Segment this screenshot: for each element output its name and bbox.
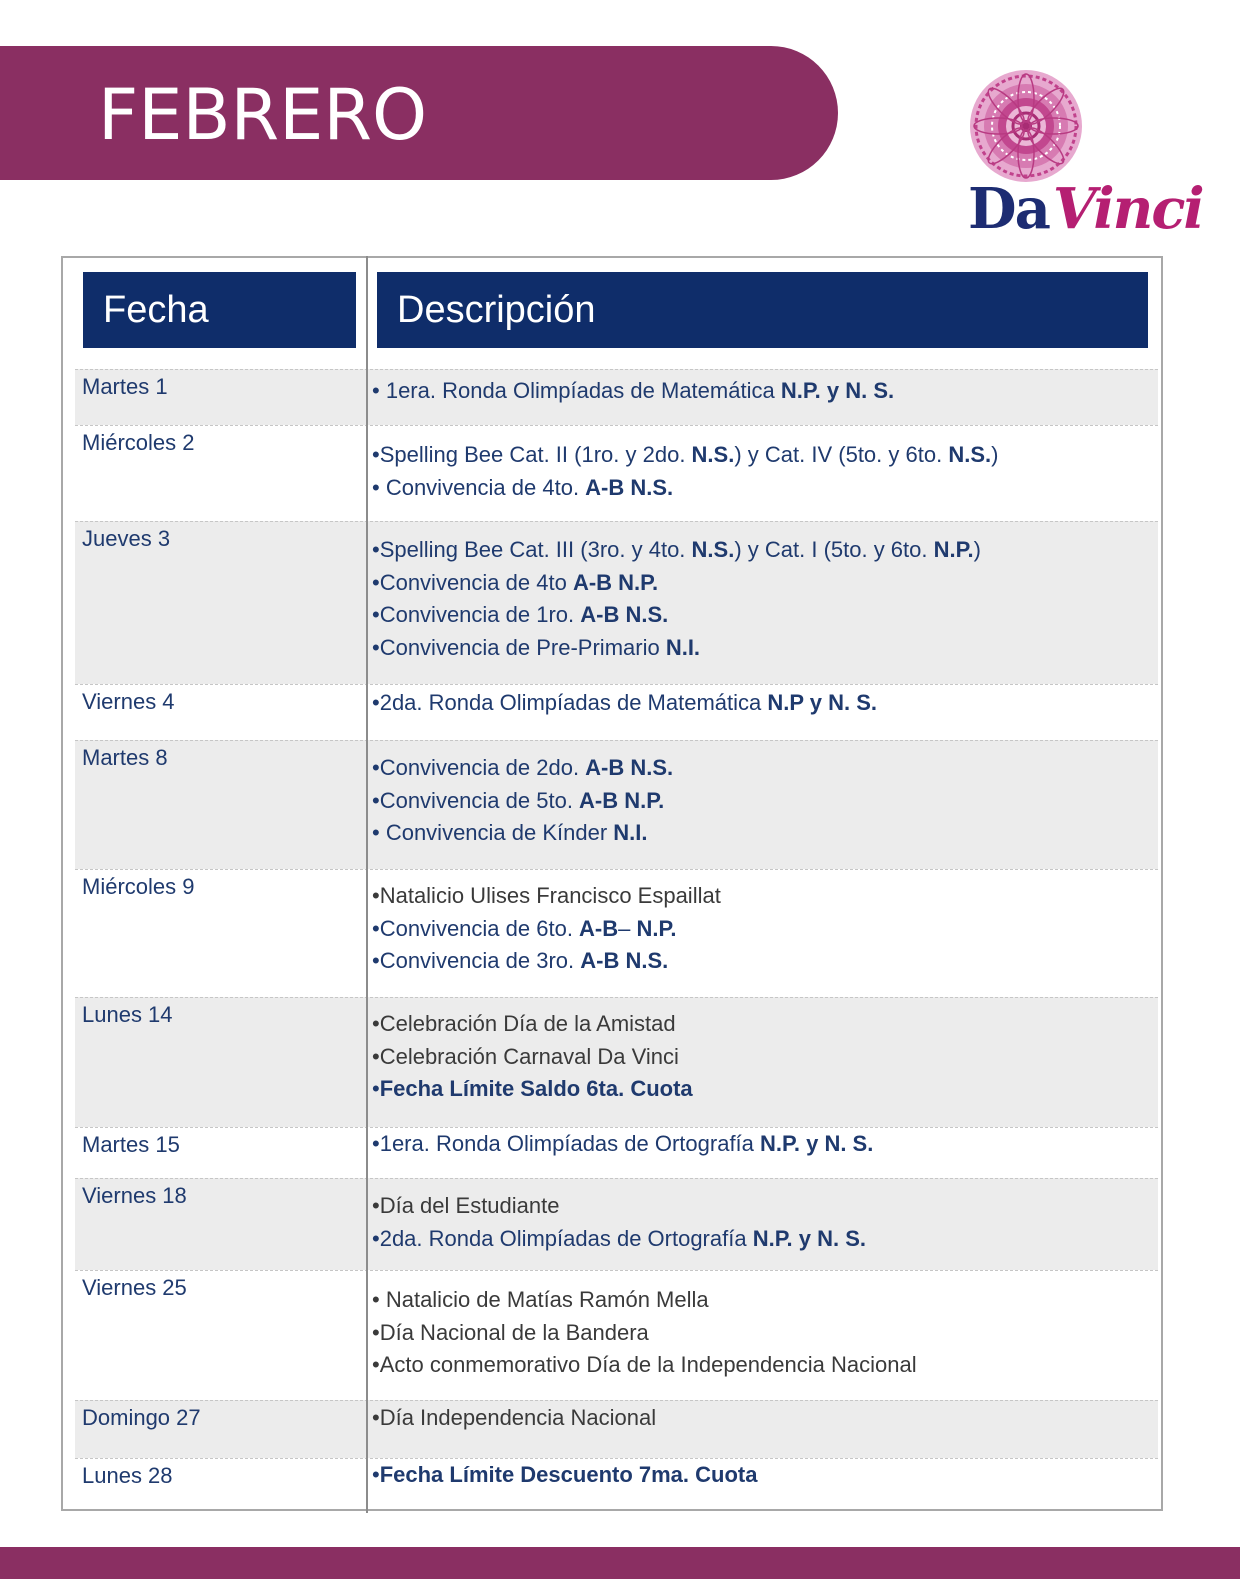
item-text: 2da. Ronda Olimpíadas de Matemática: [379, 690, 768, 715]
bullet: •: [372, 1352, 380, 1377]
item-text: Spelling Bee Cat. III (3ro. y 4to.: [379, 537, 692, 562]
bullet: •: [372, 1287, 386, 1312]
table-row: [75, 1127, 1158, 1178]
table-row: [75, 521, 1158, 684]
logo-da: Da: [968, 176, 1049, 242]
page-title: FEBRERO: [98, 74, 428, 156]
row-description: [372, 375, 1152, 408]
list-item: [372, 880, 1152, 913]
row-description: [372, 534, 1152, 664]
item-bold: A-B N.P.: [572, 569, 659, 595]
item-text: Celebración Carnaval Da Vinci: [379, 1043, 679, 1069]
mandala-icon: [968, 66, 1192, 186]
item-bold: A-B N.S.: [580, 948, 669, 973]
item-text: 1era. Ronda Olimpíadas de Matemática: [385, 378, 781, 403]
row-description: [372, 1008, 1152, 1106]
row-description: [372, 1459, 1152, 1492]
item-bold: N.I.: [613, 820, 648, 845]
item-bold: A-B: [579, 915, 619, 941]
item-bold: A-B N.P.: [579, 787, 665, 813]
table-row: [75, 1400, 1158, 1458]
bullet: •: [372, 474, 386, 500]
item-text: Convivencia de 5to.: [379, 787, 580, 813]
bullet: •: [372, 915, 380, 941]
table-row: [75, 740, 1158, 869]
item-text: Convivencia de 3ro.: [379, 948, 581, 973]
item-text: Convivencia de 2do.: [379, 755, 586, 780]
item-text: Convivencia de 6to.: [379, 915, 580, 941]
row-date: Domingo 27: [82, 1405, 201, 1430]
column-header-date: Fecha: [83, 272, 356, 348]
list-item: [372, 785, 1152, 818]
item-bold: N.S.: [948, 442, 992, 467]
list-item: [372, 599, 1152, 632]
bullet: •: [372, 1462, 380, 1487]
row-date: Lunes 28: [82, 1463, 173, 1488]
row-date: Viernes 18: [82, 1183, 187, 1208]
row-date: Martes 8: [82, 745, 168, 770]
bullet: •: [372, 1193, 380, 1218]
table-row: [75, 684, 1158, 740]
row-date: Martes 15: [82, 1132, 180, 1157]
bullet: •: [372, 820, 386, 845]
item-text: Celebración Día de la Amistad: [379, 1011, 676, 1036]
item-text: Natalicio de Matías Ramón Mella: [385, 1287, 709, 1312]
item-text: Día del Estudiante: [379, 1193, 560, 1218]
bullet: •: [372, 1043, 380, 1069]
list-item: [372, 1008, 1152, 1041]
table-row: [75, 425, 1158, 521]
item-text: Convivencia de 4to.: [385, 474, 586, 500]
list-item: [372, 472, 1152, 505]
item-bold: Fecha Límite Saldo 6ta. Cuota: [379, 1076, 693, 1101]
row-date: Miércoles 2: [82, 430, 195, 455]
table-row: [75, 369, 1158, 425]
item-bold: N.S.: [691, 442, 735, 467]
item-text: Día Independencia Nacional: [379, 1405, 657, 1430]
column-header-description: Descripción: [377, 272, 1148, 348]
item-bold: N.P y N. S.: [767, 690, 877, 715]
list-item: [372, 687, 1152, 720]
item-bold: A-B N.S.: [580, 602, 669, 627]
bullet: •: [372, 1011, 380, 1036]
bullet: •: [372, 755, 380, 780]
item-bold: N.P. y N. S.: [760, 1131, 874, 1156]
bullet: •: [372, 378, 386, 403]
bullet: •: [372, 883, 380, 908]
row-date: Jueves 3: [82, 526, 171, 551]
item-text: 2da. Ronda Olimpíadas de Ortografía: [379, 1225, 753, 1251]
row-date: Viernes 25: [82, 1275, 187, 1300]
row-description: [372, 687, 1152, 720]
item-bold: N.P. y N. S.: [752, 1225, 867, 1251]
logo-vinci: Vinci: [1052, 176, 1203, 242]
list-item: [372, 752, 1152, 785]
item-bold: N.P.: [636, 915, 677, 941]
row-description: [372, 1284, 1152, 1382]
table-row: [75, 1270, 1158, 1400]
bullet: •: [372, 1405, 380, 1430]
list-item: [372, 817, 1152, 850]
list-item: [372, 1317, 1152, 1350]
list-item: [372, 1349, 1152, 1382]
item-bold: N.P. y N. S.: [780, 378, 895, 403]
item-text: ) y Cat. IV (5to. y 6to.: [734, 442, 949, 467]
table-row: [75, 997, 1158, 1127]
item-text: –: [618, 915, 637, 941]
list-item: [372, 1128, 1152, 1161]
list-item: [372, 1223, 1152, 1256]
bullet: •: [372, 569, 380, 595]
list-item: [372, 439, 1152, 472]
row-description: [372, 439, 1152, 504]
bullet: •: [372, 442, 380, 467]
item-text: ): [973, 537, 981, 562]
item-text: ): [991, 442, 999, 467]
row-date: Martes 1: [82, 374, 168, 399]
bullet: •: [372, 787, 380, 813]
item-text: Natalicio Ulises Francisco Espaillat: [379, 883, 721, 908]
footer-bar: [0, 1547, 1240, 1579]
row-description: [372, 752, 1152, 850]
list-item: [372, 534, 1152, 567]
list-item: [372, 913, 1152, 946]
item-text: Spelling Bee Cat. II (1ro. y 2do.: [379, 442, 692, 467]
item-bold: N.I.: [665, 634, 701, 660]
table-row: [75, 1178, 1158, 1270]
list-item: [372, 945, 1152, 978]
item-text: Acto conmemorativo Día de la Independencia Nacional: [379, 1352, 917, 1377]
list-item: [372, 1459, 1152, 1492]
item-text: Convivencia de 4to: [379, 569, 573, 595]
logo-wordmark: [968, 174, 1203, 244]
column-divider: [366, 256, 368, 1513]
row-date: Viernes 4: [82, 689, 175, 714]
item-bold: Fecha Límite Descuento 7ma. Cuota: [379, 1462, 758, 1487]
bullet: •: [372, 1076, 380, 1101]
bullet: •: [372, 1131, 380, 1156]
row-description: [372, 1128, 1152, 1161]
bullet: •: [372, 537, 380, 562]
list-item: [372, 1284, 1152, 1317]
row-description: [372, 880, 1152, 978]
bullet: •: [372, 948, 380, 973]
item-text: Convivencia de Kínder: [385, 820, 614, 845]
item-text: 1era. Ronda Olimpíadas de Ortografía: [379, 1131, 761, 1156]
bullet: •: [372, 634, 380, 660]
bullet: •: [372, 1319, 380, 1345]
bullet: •: [372, 1225, 380, 1251]
item-text: ) y Cat. I (5to. y 6to.: [734, 537, 934, 562]
list-item: [372, 1190, 1152, 1223]
list-item: [372, 567, 1152, 600]
item-text: Convivencia de Pre-Primario: [379, 634, 666, 660]
row-date: Miércoles 9: [82, 874, 195, 899]
item-text: Convivencia de 1ro.: [379, 602, 581, 627]
bullet: •: [372, 690, 380, 715]
list-item: [372, 375, 1152, 408]
bullet: •: [372, 602, 380, 627]
list-item: [372, 1402, 1152, 1435]
list-item: [372, 632, 1152, 665]
table-row: [75, 869, 1158, 997]
davinci-logo: [968, 66, 1203, 246]
list-item: [372, 1073, 1152, 1106]
row-description: [372, 1190, 1152, 1255]
item-bold: A-B N.S.: [585, 474, 674, 500]
row-description: [372, 1402, 1152, 1435]
item-bold: N.P.: [933, 537, 974, 562]
list-item: [372, 1041, 1152, 1074]
table-row: [75, 1458, 1158, 1509]
item-bold: N.S.: [691, 537, 735, 562]
item-bold: A-B N.S.: [585, 755, 674, 780]
row-date: Lunes 14: [82, 1002, 173, 1027]
item-text: Día Nacional de la Bandera: [379, 1319, 649, 1345]
